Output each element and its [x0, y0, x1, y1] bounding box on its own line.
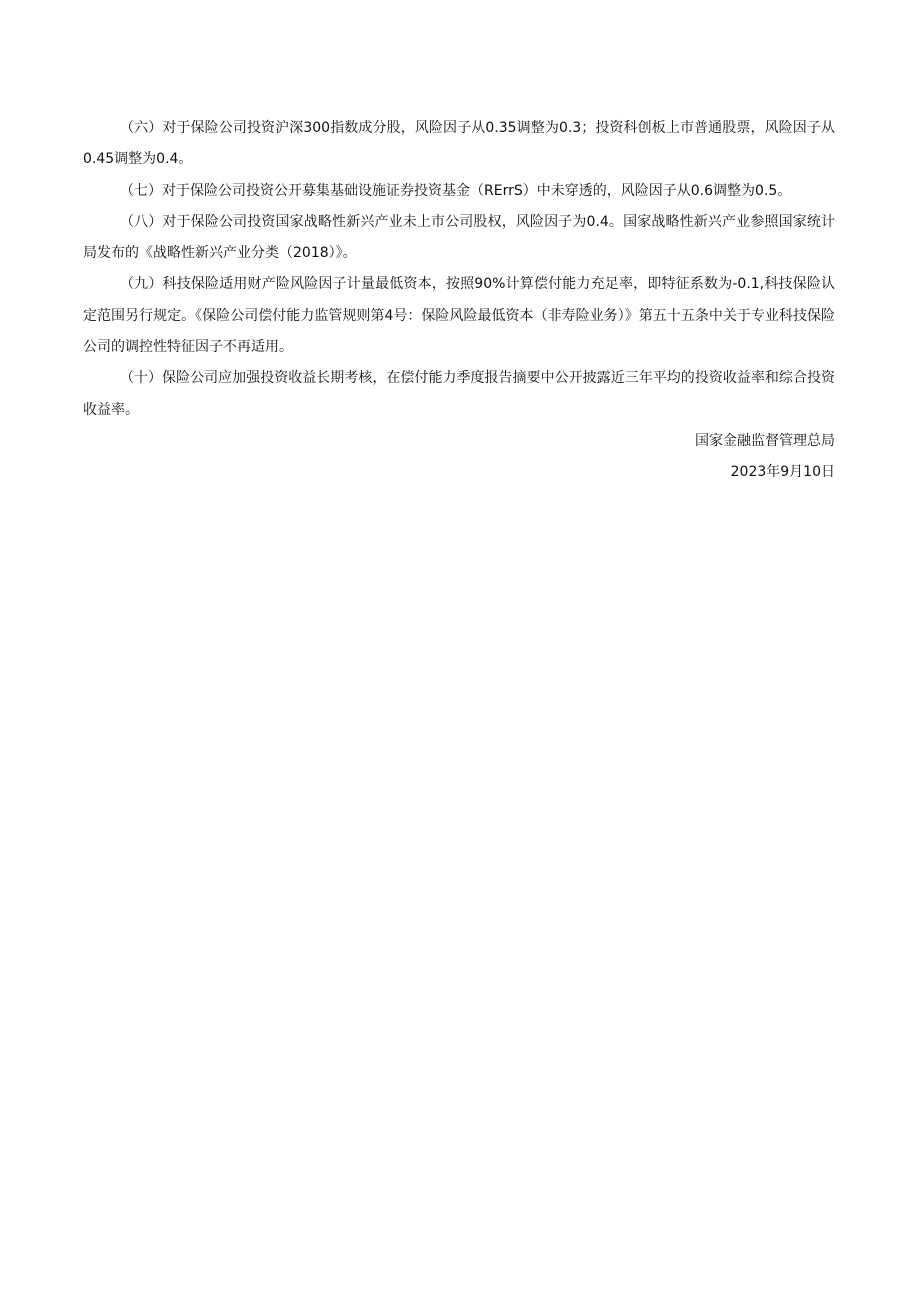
paragraph-item-6: （六）对于保险公司投资沪深300指数成分股，风险因子从0.35调整为0.3；投资科创板上市普通股票，风险因子从0.45调整为0.4。 [83, 120, 835, 168]
paragraph-item-7: （七）对于保险公司投资公开募集基础设施证券投资基金（RErrS）中未穿透的，风险因子从0.6调整为0.5。 [120, 182, 792, 199]
paragraph-item-8: （八）对于保险公司投资国家战略性新兴产业未上市公司股权，风险因子为0.4。国家战略性新兴产业参照国家统计局发布的《战略性新兴产业分类（2018）》。 [83, 213, 835, 262]
issuer-name: 国家金融监督管理总局 [695, 432, 835, 449]
paragraph-item-9: （九）科技保险适用财产险风险因子计量最低资本，按照90%计算偿付能力充足率，即特征系数为-0.1,科技保险认定范围另行规定。《保险公司偿付能力监管规则第4号：保险风险最低资本（非寿险业务）》第五十五条中关于专业科技保险公司的调控性特征因子不再适用。 [83, 276, 835, 356]
issue-date: 2023年9月10日 [730, 464, 835, 481]
paragraph-item-10: （十）保险公司应加强投资收益长期考核，在偿付能力季度报告摘要中公开披露近三年平均的投资收益率和综合投资收益率。 [83, 370, 835, 418]
document-page [83, 113, 835, 489]
